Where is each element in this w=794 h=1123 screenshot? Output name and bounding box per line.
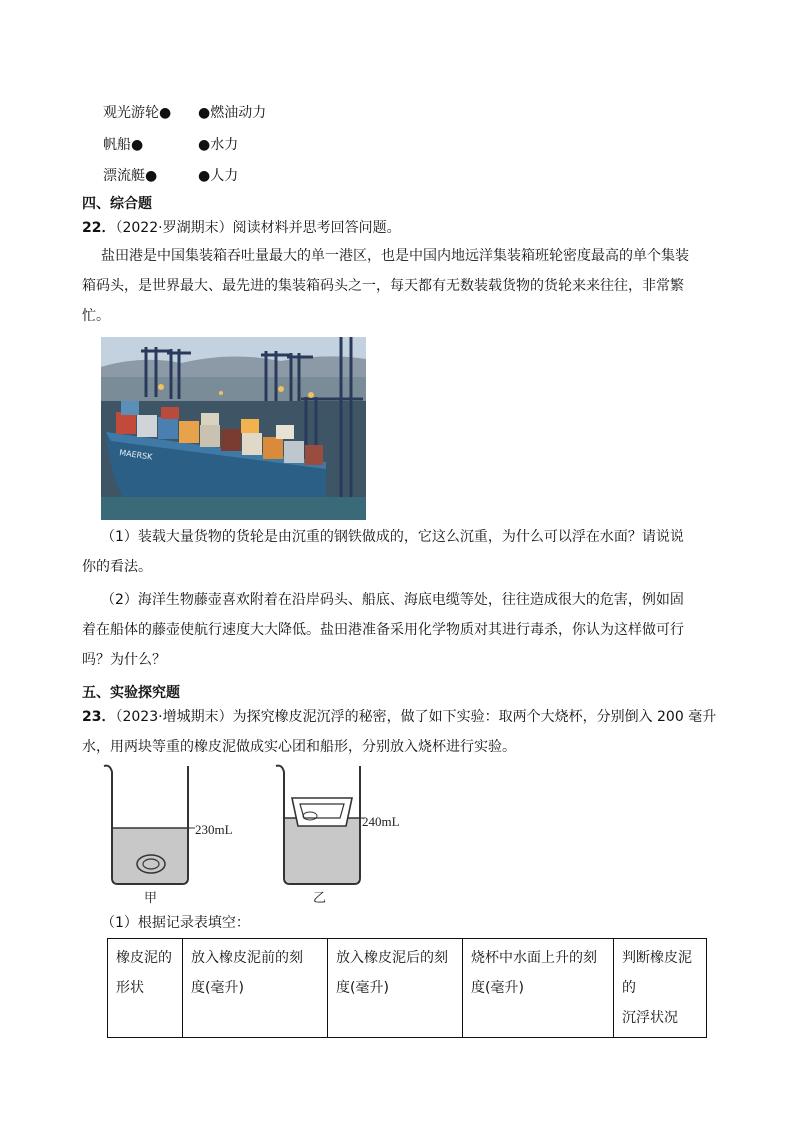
port-photo [101,337,366,520]
section-title-4: 四、综合题 [82,196,152,212]
material-line: 箱码头，是世界最大、最先进的集装箱码头之一，每天都有无数装载货物的货轮来来往往，非常繁 [82,278,684,294]
material-line: 忙。 [82,308,110,324]
q22-sub2-line: （2）海洋生物藤壶喜欢附着在沿岸码头、船底、海底电缆等处，往往造成很大的危害，例如固 [101,592,684,608]
q22-sub2-line: 着在船体的藤壶使航行速度大大降低。盐田港准备采用化学物质对其进行毒杀，你认为这样做可行 [82,622,684,638]
section-title-5: 五、实验探究题 [82,685,180,701]
question-source: （2023·增城期末） [115,709,233,725]
question-23-line [82,702,716,732]
q22-sub1-line: 你的看法。 [82,559,152,575]
q22-sub2 [82,585,722,675]
question-number: 23． [82,709,116,725]
question-23-line: 水，用两块等重的橡皮泥做成实心团和船形，分别放入烧杯进行实验。 [82,739,516,755]
q22-sub1-line: （1）装载大量货物的货轮是由沉重的钢铁做成的，它这么沉重，为什么可以浮在水面？请说说 [101,529,684,545]
table-header-cell: 放入橡皮泥后的刻 度(毫升) [328,939,463,1038]
q22-sub1 [82,522,722,582]
match-left-1: 观光游轮● [103,105,172,121]
question-source: （2022·罗湖期末） [115,220,233,236]
question-number: 22． [82,220,116,236]
beaker-b-label: 乙 [313,891,327,906]
beaker-a-label: 甲 [144,891,158,906]
table-header-cell: 放入橡皮泥前的刻 度(毫升) [183,939,328,1038]
port-photo-illustration [101,337,366,520]
match-right-2: ●水力 [198,137,239,153]
material-line: 盐田港是中国集装箱吞吐量最大的单一港区，也是中国内地远洋集装箱班轮密度最高的单个集装 [101,248,689,264]
table-header-row [108,939,707,1038]
table-header-cell: 橡皮泥的 形状 [108,939,183,1038]
material-paragraph-cont [82,271,684,331]
beaker-figure [100,760,410,910]
beaker-a [104,766,195,884]
ship-brand-text: MAERSK [118,448,153,462]
question-prompt: 阅读材料并思考回答问题。 [232,220,401,236]
match-left-3: 漂流艇● [103,168,158,184]
question-22-header [82,217,401,237]
material-paragraph [101,241,689,271]
beaker-b-reading: 240mL [362,814,400,829]
question-intro: 为探究橡皮泥沉浮的秘密，做了如下实验：取两个大烧杯，分别倒入 200 毫升 [232,709,717,725]
beaker-a-reading: 230mL [195,822,233,837]
table-header-cell: 烧杯中水面上升的刻 度(毫升) [463,939,614,1038]
question-23 [82,702,716,762]
record-table [107,938,707,1038]
q23-sub1: （1）根据记录表填空： [101,915,250,931]
match-right-1: ●燃油动力 [198,105,267,121]
beaker-b [276,766,365,884]
q22-sub2-line: 吗？为什么？ [82,652,166,668]
table-header-cell: 判断橡皮泥的 沉浮状况 [614,939,707,1038]
match-right-3: ●人力 [198,168,239,184]
match-left-2: 帆船● [103,137,144,153]
beaker-diagram [100,760,410,910]
